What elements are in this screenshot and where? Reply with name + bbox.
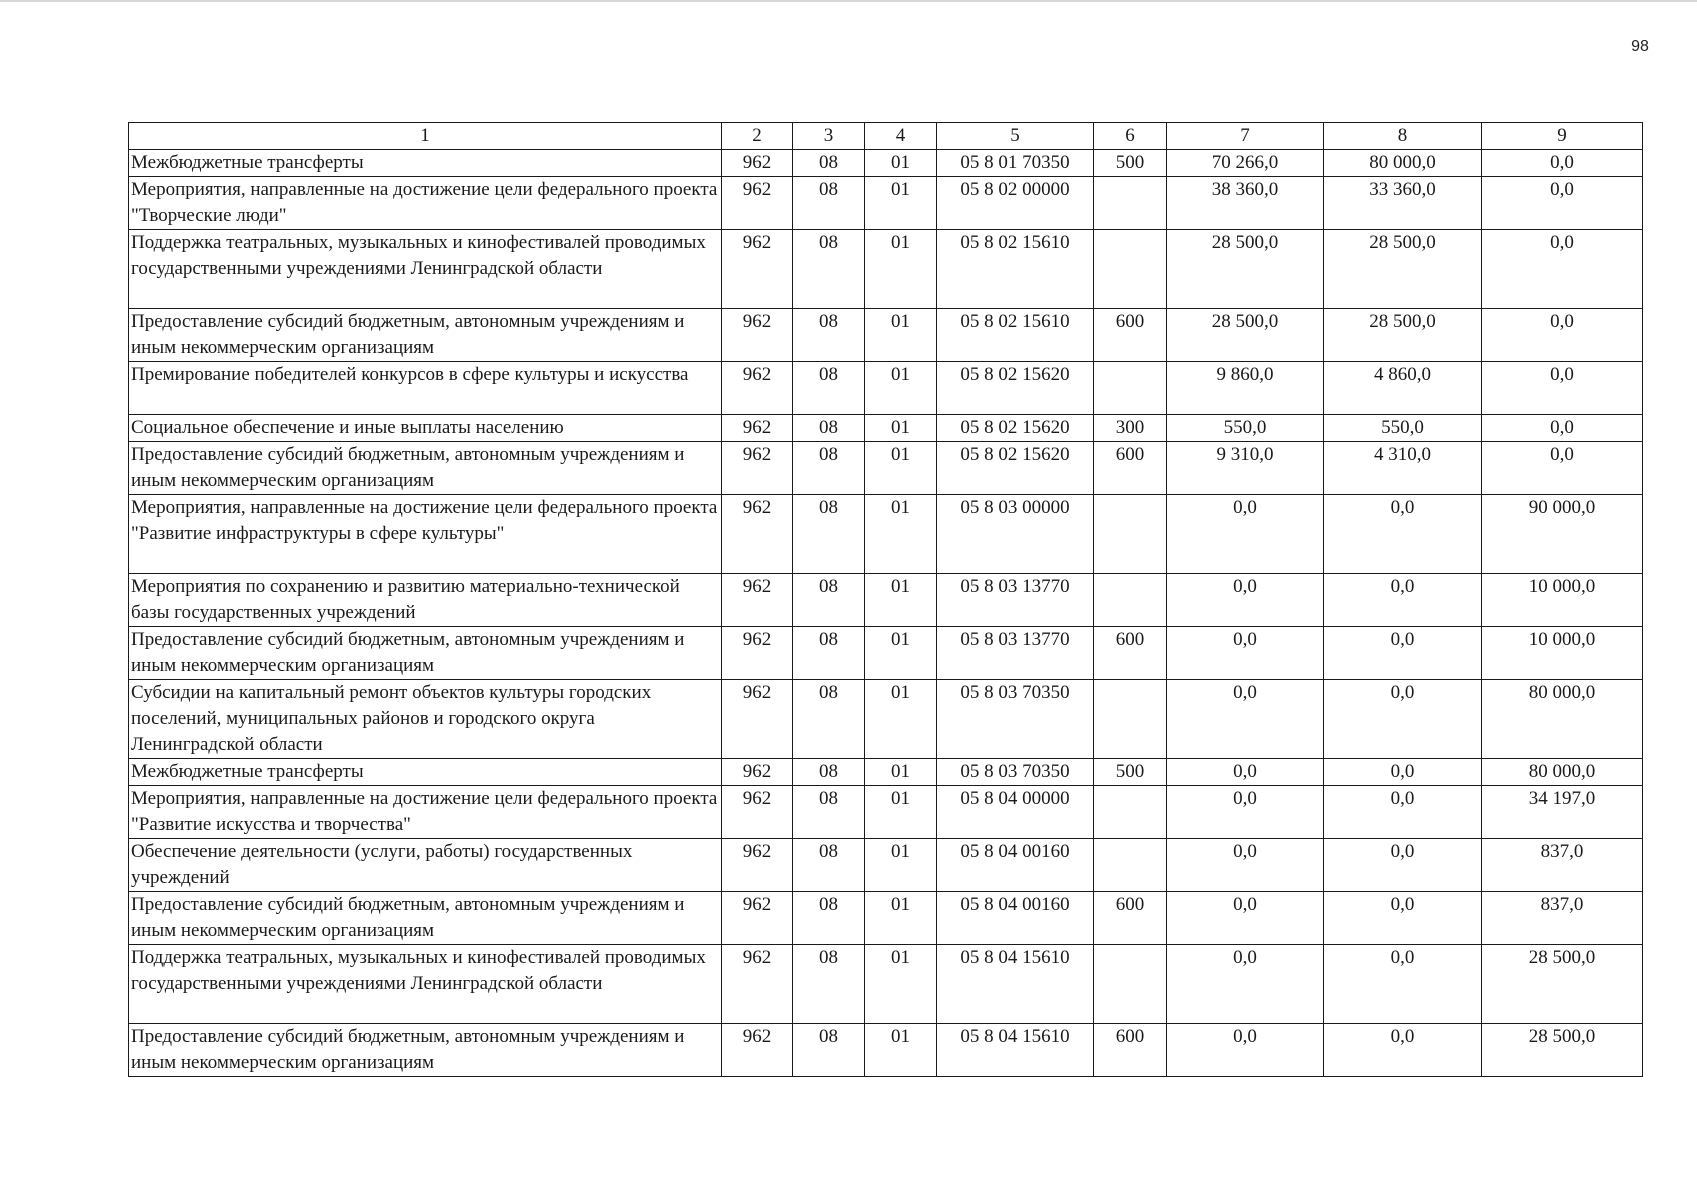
page-number: 98 — [1631, 38, 1649, 55]
cell-sum-2: 0,0 — [1324, 574, 1482, 627]
cell-sum-1: 0,0 — [1167, 786, 1324, 839]
cell-rz: 08 — [793, 627, 865, 680]
cell-vr — [1094, 839, 1167, 892]
cell-kcsr: 05 8 03 70350 — [937, 680, 1094, 759]
cell-kcsr: 05 8 04 00160 — [937, 892, 1094, 945]
cell-rz: 08 — [793, 150, 865, 177]
cell-pr: 01 — [865, 177, 937, 230]
cell-pr: 01 — [865, 627, 937, 680]
cell-sum-3: 34 197,0 — [1482, 786, 1643, 839]
cell-sum-3: 10 000,0 — [1482, 627, 1643, 680]
cell-name: Поддержка театральных, музыкальных и кинофестивалей проводимых государственными учреждениями Ленинградской области — [129, 230, 722, 309]
cell-sum-3: 80 000,0 — [1482, 759, 1643, 786]
table-row — [129, 839, 1643, 892]
cell-name: Межбюджетные трансферты — [129, 759, 722, 786]
cell-name: Мероприятия, направленные на достижение цели федерального проекта "Развитие инфраструктуры в сфере культуры" — [129, 495, 722, 574]
cell-pr: 01 — [865, 839, 937, 892]
cell-sum-2: 0,0 — [1324, 945, 1482, 1024]
cell-vr: 500 — [1094, 150, 1167, 177]
cell-rz: 08 — [793, 1024, 865, 1077]
cell-sum-2: 0,0 — [1324, 786, 1482, 839]
table-row — [129, 1024, 1643, 1077]
cell-sum-3: 0,0 — [1482, 177, 1643, 230]
cell-name: Предоставление субсидий бюджетным, автономным учреждениям и иным некоммерческим организациям — [129, 1024, 722, 1077]
cell-name: Социальное обеспечение и иные выплаты населению — [129, 415, 722, 442]
table-row — [129, 495, 1643, 574]
cell-pr: 01 — [865, 945, 937, 1024]
table-row — [129, 680, 1643, 759]
cell-pr: 01 — [865, 415, 937, 442]
table-row — [129, 415, 1643, 442]
cell-name: Субсидии на капитальный ремонт объектов культуры городских поселений, муниципальных районов и городского округа Ленинградской области — [129, 680, 722, 759]
cell-name: Предоставление субсидий бюджетным, автономным учреждениям и иным некоммерческим организациям — [129, 892, 722, 945]
cell-gr: 962 — [722, 415, 793, 442]
header-cell-1: 1 — [129, 123, 722, 150]
cell-vr: 300 — [1094, 415, 1167, 442]
cell-vr — [1094, 945, 1167, 1024]
cell-sum-3: 10 000,0 — [1482, 574, 1643, 627]
cell-kcsr: 05 8 02 15620 — [937, 362, 1094, 415]
table-row — [129, 150, 1643, 177]
cell-pr: 01 — [865, 574, 937, 627]
header-row — [129, 123, 1643, 150]
cell-sum-2: 0,0 — [1324, 839, 1482, 892]
cell-sum-2: 4 860,0 — [1324, 362, 1482, 415]
cell-kcsr: 05 8 02 15610 — [937, 309, 1094, 362]
cell-vr — [1094, 786, 1167, 839]
cell-sum-2: 0,0 — [1324, 892, 1482, 945]
cell-pr: 01 — [865, 362, 937, 415]
cell-sum-1: 0,0 — [1167, 627, 1324, 680]
cell-sum-3: 0,0 — [1482, 362, 1643, 415]
cell-kcsr: 05 8 02 15620 — [937, 415, 1094, 442]
cell-rz: 08 — [793, 759, 865, 786]
cell-sum-3: 837,0 — [1482, 839, 1643, 892]
cell-rz: 08 — [793, 177, 865, 230]
cell-vr: 600 — [1094, 442, 1167, 495]
cell-gr: 962 — [722, 230, 793, 309]
cell-vr — [1094, 177, 1167, 230]
cell-sum-2: 28 500,0 — [1324, 309, 1482, 362]
cell-sum-2: 28 500,0 — [1324, 230, 1482, 309]
cell-pr: 01 — [865, 680, 937, 759]
cell-gr: 962 — [722, 150, 793, 177]
cell-vr — [1094, 495, 1167, 574]
cell-vr: 600 — [1094, 627, 1167, 680]
cell-sum-3: 80 000,0 — [1482, 680, 1643, 759]
cell-rz: 08 — [793, 230, 865, 309]
cell-gr: 962 — [722, 309, 793, 362]
cell-rz: 08 — [793, 680, 865, 759]
cell-rz: 08 — [793, 892, 865, 945]
cell-pr: 01 — [865, 786, 937, 839]
cell-sum-2: 0,0 — [1324, 680, 1482, 759]
cell-sum-2: 0,0 — [1324, 495, 1482, 574]
cell-rz: 08 — [793, 362, 865, 415]
cell-name: Предоставление субсидий бюджетным, автономным учреждениям и иным некоммерческим организациям — [129, 309, 722, 362]
cell-sum-1: 0,0 — [1167, 680, 1324, 759]
cell-sum-3: 837,0 — [1482, 892, 1643, 945]
cell-sum-1: 0,0 — [1167, 839, 1324, 892]
cell-rz: 08 — [793, 442, 865, 495]
table-row — [129, 786, 1643, 839]
cell-sum-3: 0,0 — [1482, 150, 1643, 177]
cell-pr: 01 — [865, 150, 937, 177]
cell-sum-1: 0,0 — [1167, 759, 1324, 786]
cell-pr: 01 — [865, 759, 937, 786]
cell-name: Предоставление субсидий бюджетным, автономным учреждениям и иным некоммерческим организациям — [129, 442, 722, 495]
cell-sum-1: 9 860,0 — [1167, 362, 1324, 415]
header-cell-7: 7 — [1167, 123, 1324, 150]
cell-sum-3: 0,0 — [1482, 309, 1643, 362]
cell-kcsr: 05 8 03 70350 — [937, 759, 1094, 786]
cell-vr — [1094, 230, 1167, 309]
cell-sum-1: 0,0 — [1167, 1024, 1324, 1077]
cell-rz: 08 — [793, 786, 865, 839]
cell-name: Мероприятия по сохранению и развитию материально-технической базы государственных учреждений — [129, 574, 722, 627]
cell-sum-3: 28 500,0 — [1482, 1024, 1643, 1077]
cell-gr: 962 — [722, 945, 793, 1024]
cell-rz: 08 — [793, 309, 865, 362]
table-row — [129, 362, 1643, 415]
cell-gr: 962 — [722, 627, 793, 680]
cell-sum-1: 70 266,0 — [1167, 150, 1324, 177]
cell-vr — [1094, 574, 1167, 627]
cell-sum-3: 0,0 — [1482, 442, 1643, 495]
cell-kcsr: 05 8 04 15610 — [937, 1024, 1094, 1077]
page-top-edge — [0, 0, 1697, 2]
table-row — [129, 574, 1643, 627]
cell-gr: 962 — [722, 1024, 793, 1077]
cell-vr: 500 — [1094, 759, 1167, 786]
cell-sum-3: 0,0 — [1482, 415, 1643, 442]
cell-rz: 08 — [793, 415, 865, 442]
table-row — [129, 442, 1643, 495]
cell-sum-2: 550,0 — [1324, 415, 1482, 442]
cell-pr: 01 — [865, 892, 937, 945]
cell-gr: 962 — [722, 574, 793, 627]
cell-pr: 01 — [865, 442, 937, 495]
cell-kcsr: 05 8 01 70350 — [937, 150, 1094, 177]
header-cell-4: 4 — [865, 123, 937, 150]
cell-name: Премирование победителей конкурсов в сфере культуры и искусства — [129, 362, 722, 415]
table-row — [129, 309, 1643, 362]
header-cell-5: 5 — [937, 123, 1094, 150]
cell-sum-2: 0,0 — [1324, 1024, 1482, 1077]
cell-name: Межбюджетные трансферты — [129, 150, 722, 177]
table-row — [129, 230, 1643, 309]
header-cell-2: 2 — [722, 123, 793, 150]
cell-sum-3: 28 500,0 — [1482, 945, 1643, 1024]
cell-sum-1: 0,0 — [1167, 574, 1324, 627]
cell-sum-1: 0,0 — [1167, 495, 1324, 574]
cell-rz: 08 — [793, 945, 865, 1024]
cell-sum-1: 0,0 — [1167, 945, 1324, 1024]
cell-kcsr: 05 8 02 15610 — [937, 230, 1094, 309]
header-cell-3: 3 — [793, 123, 865, 150]
cell-gr: 962 — [722, 442, 793, 495]
cell-kcsr: 05 8 03 13770 — [937, 574, 1094, 627]
table-row — [129, 177, 1643, 230]
cell-gr: 962 — [722, 759, 793, 786]
cell-vr — [1094, 680, 1167, 759]
cell-rz: 08 — [793, 839, 865, 892]
cell-rz: 08 — [793, 574, 865, 627]
cell-sum-2: 4 310,0 — [1324, 442, 1482, 495]
cell-sum-2: 33 360,0 — [1324, 177, 1482, 230]
cell-name: Мероприятия, направленные на достижение цели федерального проекта "Развитие искусства и творчества" — [129, 786, 722, 839]
cell-vr — [1094, 362, 1167, 415]
cell-sum-3: 90 000,0 — [1482, 495, 1643, 574]
table-row — [129, 945, 1643, 1024]
cell-kcsr: 05 8 04 00000 — [937, 786, 1094, 839]
cell-sum-2: 0,0 — [1324, 759, 1482, 786]
cell-kcsr: 05 8 02 15620 — [937, 442, 1094, 495]
cell-rz: 08 — [793, 495, 865, 574]
cell-gr: 962 — [722, 892, 793, 945]
cell-sum-3: 0,0 — [1482, 230, 1643, 309]
cell-sum-1: 28 500,0 — [1167, 309, 1324, 362]
cell-kcsr: 05 8 04 15610 — [937, 945, 1094, 1024]
cell-vr: 600 — [1094, 1024, 1167, 1077]
table-body — [129, 150, 1643, 1077]
header-cell-8: 8 — [1324, 123, 1482, 150]
cell-gr: 962 — [722, 786, 793, 839]
header-cell-6: 6 — [1094, 123, 1167, 150]
cell-sum-2: 80 000,0 — [1324, 150, 1482, 177]
budget-table — [128, 122, 1643, 1077]
cell-name: Предоставление субсидий бюджетным, автономным учреждениям и иным некоммерческим организациям — [129, 627, 722, 680]
cell-gr: 962 — [722, 362, 793, 415]
cell-pr: 01 — [865, 1024, 937, 1077]
cell-sum-2: 0,0 — [1324, 627, 1482, 680]
cell-gr: 962 — [722, 495, 793, 574]
cell-name: Обеспечение деятельности (услуги, работы) государственных учреждений — [129, 839, 722, 892]
table-row — [129, 892, 1643, 945]
cell-sum-1: 9 310,0 — [1167, 442, 1324, 495]
cell-name: Мероприятия, направленные на достижение цели федерального проекта "Творческие люди" — [129, 177, 722, 230]
cell-gr: 962 — [722, 177, 793, 230]
cell-sum-1: 28 500,0 — [1167, 230, 1324, 309]
header-cell-9: 9 — [1482, 123, 1643, 150]
cell-pr: 01 — [865, 309, 937, 362]
cell-sum-1: 0,0 — [1167, 892, 1324, 945]
cell-kcsr: 05 8 02 00000 — [937, 177, 1094, 230]
cell-gr: 962 — [722, 680, 793, 759]
table-row — [129, 759, 1643, 786]
cell-kcsr: 05 8 03 00000 — [937, 495, 1094, 574]
cell-vr: 600 — [1094, 892, 1167, 945]
cell-kcsr: 05 8 03 13770 — [937, 627, 1094, 680]
cell-sum-1: 38 360,0 — [1167, 177, 1324, 230]
cell-kcsr: 05 8 04 00160 — [937, 839, 1094, 892]
cell-vr: 600 — [1094, 309, 1167, 362]
table-row — [129, 627, 1643, 680]
cell-pr: 01 — [865, 230, 937, 309]
cell-pr: 01 — [865, 495, 937, 574]
cell-name: Поддержка театральных, музыкальных и кинофестивалей проводимых государственными учреждениями Ленинградской области — [129, 945, 722, 1024]
cell-gr: 962 — [722, 839, 793, 892]
cell-sum-1: 550,0 — [1167, 415, 1324, 442]
